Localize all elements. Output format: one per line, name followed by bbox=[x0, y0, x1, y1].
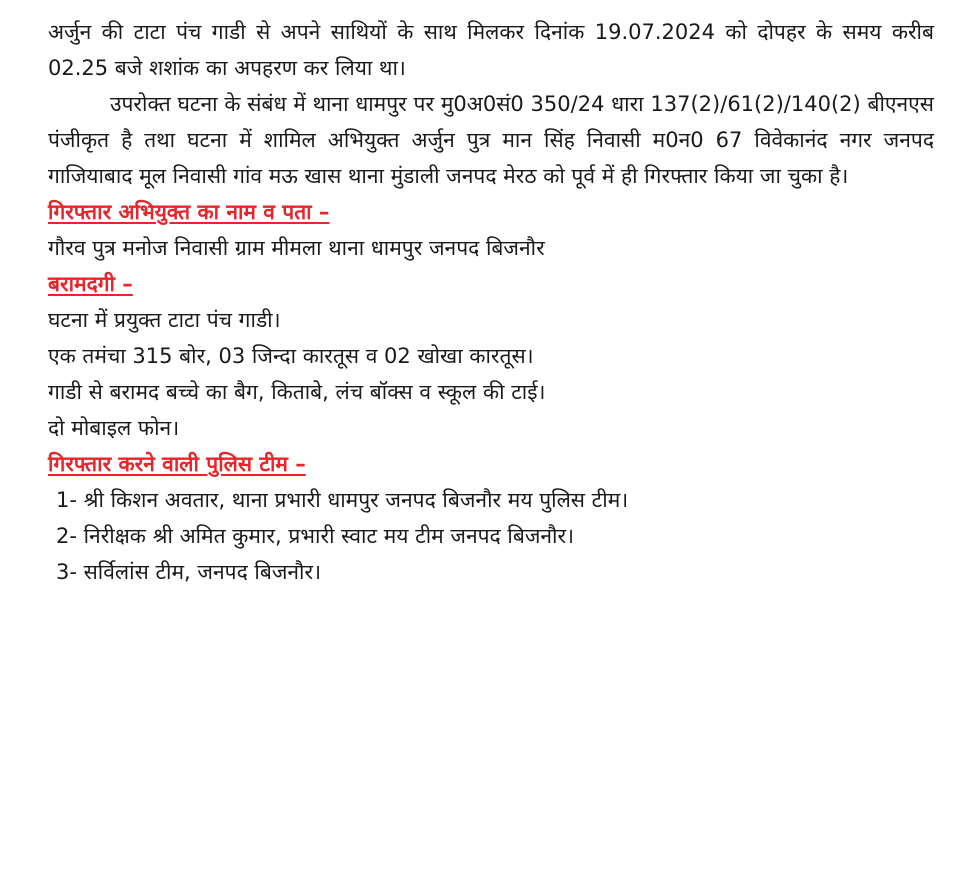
intro-paragraph: अर्जुन की टाटा पंच गाडी से अपने साथियों के साथ मिलकर दिनांक 19.07.2024 को दोपहर के समय करीब 02.25 बजे शशांक का अपहरण कर लिया था। bbox=[48, 20, 934, 80]
recovery-item: दो मोबाइल फोन। bbox=[48, 416, 180, 440]
recovery-item: गाडी से बरामद बच्चे का बैग, किताबे, लंच बॉक्स व स्कूल की टाई। bbox=[48, 380, 546, 404]
police-team-member: 3- सर्विलांस टीम, जनपद बिजनौर। bbox=[56, 560, 322, 584]
police-team-member: 2- निरीक्षक श्री अमित कुमार, प्रभारी स्वाट मय टीम जनपद बिजनौर। bbox=[56, 524, 575, 548]
arrested-accused-heading: गिरफ्तार अभियुक्त का नाम व पता – bbox=[48, 200, 330, 224]
police-team-heading: गिरफ्तार करने वाली पुलिस टीम – bbox=[48, 452, 306, 476]
arrested-accused-details: गौरव पुत्र मनोज निवासी ग्राम मीमला थाना धामपुर जनपद बिजनौर bbox=[48, 236, 545, 260]
press-note-document bbox=[48, 14, 934, 590]
police-team-list bbox=[48, 482, 934, 590]
case-paragraph: उपरोक्त घटना के संबंध में थाना धामपुर पर मु0अ0सं0 350/24 धारा 137(2)/61(2)/140(2) बीएनएस पंजीकृत है तथा घटना में शामिल अभियुक्त अर्जुन पुत्र मान सिंह निवासी म0न0 67 विवेकानंद नगर जनपद गाजियाबाद मूल निवासी गांव मऊ खास थाना मुंडाली जनपद मेरठ को पूर्व में ही गिरफ्तार किया जा चुका है। bbox=[48, 92, 934, 188]
recovery-heading: बरामदगी – bbox=[48, 272, 133, 296]
recovery-item: एक तमंचा 315 बोर, 03 जिन्दा कारतूस व 02 खोखा कारतूस। bbox=[48, 344, 534, 368]
recovery-item: घटना में प्रयुक्त टाटा पंच गाडी। bbox=[48, 308, 281, 332]
recovery-list bbox=[48, 302, 934, 446]
police-team-member: 1- श्री किशन अवतार, थाना प्रभारी धामपुर जनपद बिजनौर मय पुलिस टीम। bbox=[56, 488, 629, 512]
